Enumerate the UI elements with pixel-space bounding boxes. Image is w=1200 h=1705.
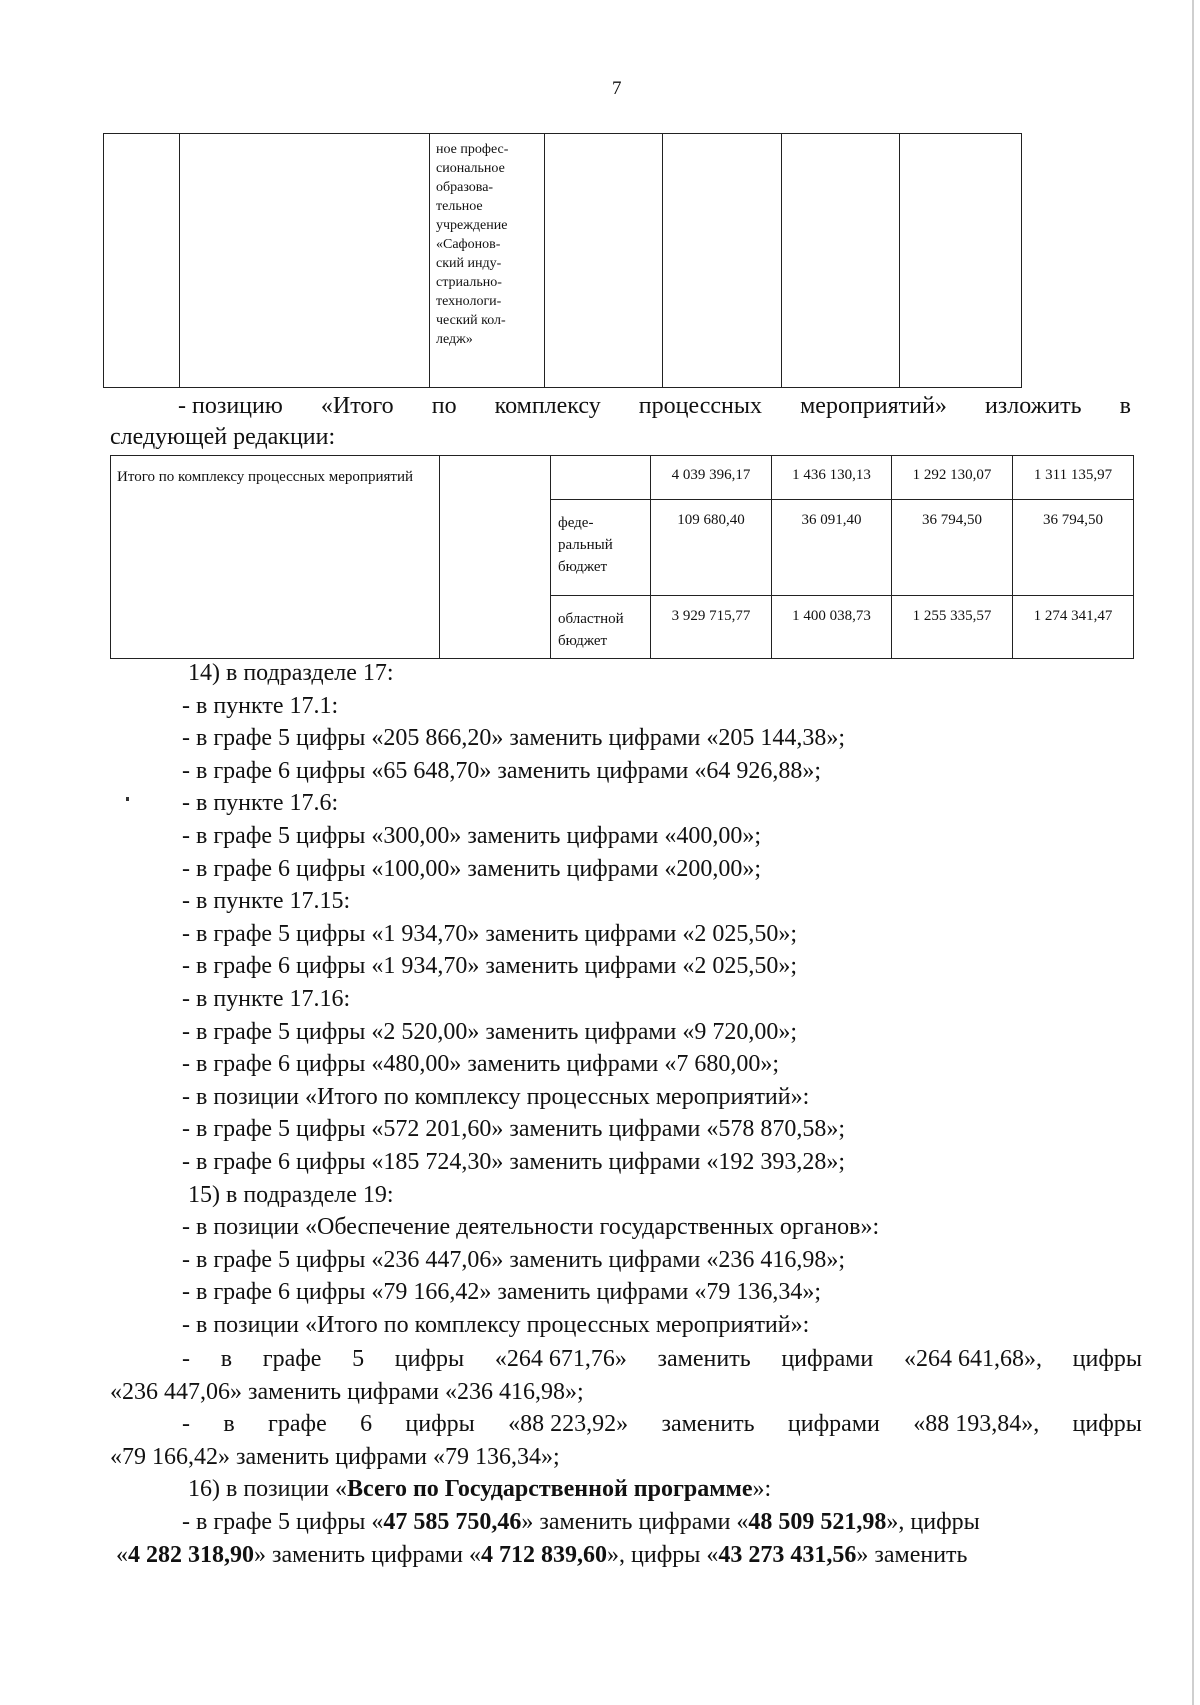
total-value: 1 436 130,13	[772, 456, 892, 500]
amendment-line: - в пункте 17.1:	[182, 692, 339, 719]
table-cell	[545, 134, 663, 388]
lead-word: «Итого	[320, 393, 394, 419]
amendment-line: - в позиции «Итого по комплексу процессных мероприятий»:	[182, 1311, 810, 1338]
paragraph-16	[188, 1473, 771, 1506]
justified-word: заменить	[657, 1346, 751, 1372]
lead-word: - позицию	[178, 393, 283, 419]
table-continuation	[103, 133, 1022, 388]
table-cell	[663, 134, 782, 388]
amendment-line: 15) в подразделе 19:	[188, 1181, 394, 1208]
text: «4 282 318,90» заменить цифрами «4 712 839,60», цифры «43 273 431,56» заменить	[116, 1542, 968, 1568]
table-cell	[180, 134, 430, 388]
scan-speck	[126, 797, 129, 801]
justified-word: графе	[268, 1411, 327, 1437]
federal-value: 36 794,50	[1013, 500, 1134, 596]
institution-line: сиональное	[436, 161, 505, 176]
justified-word: «88 193,84»,	[913, 1411, 1040, 1437]
institution-line: технологи-	[436, 294, 502, 309]
amendment-line: 14) в подразделе 17:	[188, 660, 394, 686]
scan-edge	[1192, 0, 1194, 1705]
text: »:	[752, 1476, 772, 1502]
justified-word: цифры	[394, 1346, 465, 1372]
justified-line-cont: «79 166,42» заменить цифрами «79 136,34»;	[110, 1444, 560, 1470]
amendment-line: - в позиции «Обеспечение деятельности государственных органов»:	[182, 1214, 880, 1241]
justified-word: «264 671,76»	[494, 1346, 627, 1372]
institution-line: ский инду-	[436, 256, 502, 271]
institution-line: учреждение	[436, 218, 508, 233]
amendment-line: - в графе 5 цифры «2 520,00» заменить цифрами «9 720,00»;	[182, 1018, 798, 1045]
institution-line: образова-	[436, 180, 494, 195]
justified-line	[116, 1539, 1142, 1572]
justified-word: «264 641,68»,	[903, 1346, 1042, 1372]
lead-paragraph-cont: следующей редакции:	[110, 424, 336, 450]
justified-word: цифры	[1072, 1346, 1142, 1372]
justified-word: заменить	[661, 1411, 755, 1437]
justified-word: цифры	[1072, 1411, 1142, 1437]
amendment-line: - в графе 6 цифры «480,00» заменить цифрами «7 680,00»;	[182, 1051, 780, 1078]
justified-word: «88 223,92»	[508, 1411, 629, 1437]
justified-line	[182, 1343, 1142, 1376]
regional-value: 1 274 341,47	[1013, 596, 1134, 659]
amendment-line: - в графе 5 цифры «300,00» заменить цифрами «400,00»;	[182, 822, 762, 849]
amendment-line: - в пункте 17.6:	[182, 790, 339, 817]
institution-line: ледж»	[436, 332, 473, 347]
justified-word: цифрами	[787, 1411, 880, 1437]
justified-word: цифры	[405, 1411, 475, 1437]
amendment-line: - в пункте 17.16:	[182, 985, 351, 1012]
totals-table	[110, 455, 1134, 659]
lead-word: в	[1119, 393, 1131, 419]
page-number: 7	[612, 78, 622, 99]
institution-line: «Сафонов-	[436, 237, 501, 252]
justified-word: в	[223, 1411, 235, 1437]
amendment-line: - в графе 6 цифры «79 166,42» заменить цифрами «79 136,34»;	[182, 1279, 822, 1306]
institution-line: ное профес-	[436, 142, 509, 157]
justified-word: в	[220, 1346, 233, 1372]
amendment-line: - в графе 5 цифры «572 201,60» заменить цифрами «578 870,58»;	[182, 1116, 846, 1143]
amendment-line: - в позиции «Итого по комплексу процессных мероприятий»:	[182, 1083, 810, 1110]
source-label: феде- ральный бюджет	[551, 500, 651, 596]
lead-paragraph	[178, 390, 1131, 423]
totals-label: Итого по комплексу процессных мероприятий	[111, 456, 440, 659]
total-value: 4 039 396,17	[651, 456, 772, 500]
table-cell	[900, 134, 1022, 388]
federal-value: 36 794,50	[892, 500, 1013, 596]
justified-word: -	[182, 1346, 190, 1372]
amendment-line: - в графе 5 цифры «1 934,70» заменить цифрами «2 025,50»;	[182, 920, 798, 947]
total-value: 1 292 130,07	[892, 456, 1013, 500]
justified-line-cont: «236 447,06» заменить цифрами «236 416,98»;	[110, 1379, 584, 1405]
lead-word: процессных	[638, 393, 763, 419]
text: - в графе 5 цифры «47 585 750,46» заменить цифрами «48 509 521,98», цифры	[182, 1509, 980, 1535]
amendment-line: - в пункте 17.15:	[182, 888, 351, 915]
source-label: областной бюджет	[551, 596, 651, 659]
table-cell	[104, 134, 180, 388]
lead-word: изложить	[984, 393, 1082, 419]
institution-line: ческий кол-	[436, 313, 506, 328]
justified-word: 6	[360, 1411, 373, 1437]
lead-word: комплексу	[494, 393, 601, 419]
bold-text: Всего по Государственной программе	[347, 1476, 753, 1502]
justified-word: графе	[262, 1346, 322, 1372]
regional-value: 1 400 038,73	[772, 596, 892, 659]
justified-line	[182, 1506, 1142, 1539]
justified-word: цифрами	[781, 1346, 874, 1372]
amendment-list	[182, 657, 879, 1341]
lead-word: мероприятий»	[800, 393, 947, 419]
lead-word: по	[431, 393, 457, 419]
institution-line: тельное	[436, 199, 483, 214]
institution-line: стриально-	[436, 275, 502, 290]
justified-word: -	[182, 1411, 190, 1437]
institution-cell	[430, 134, 545, 388]
table-cell	[782, 134, 900, 388]
regional-value: 3 929 715,77	[651, 596, 772, 659]
amendment-line: - в графе 6 цифры «185 724,30» заменить цифрами «192 393,28»;	[182, 1148, 846, 1175]
amendment-line: - в графе 5 цифры «236 447,06» заменить цифрами «236 416,98»;	[182, 1246, 846, 1273]
amendment-line: - в графе 6 цифры «1 934,70» заменить цифрами «2 025,50»;	[182, 953, 798, 980]
amendment-line: - в графе 6 цифры «100,00» заменить цифрами «200,00»;	[182, 855, 762, 882]
regional-value: 1 255 335,57	[892, 596, 1013, 659]
text: 16) в позиции «	[188, 1476, 348, 1502]
justified-word: 5	[352, 1346, 365, 1372]
federal-value: 109 680,40	[651, 500, 772, 596]
amendment-line: - в графе 6 цифры «65 648,70» заменить цифрами «64 926,88»;	[182, 757, 822, 784]
justified-line	[182, 1408, 1142, 1441]
table-cell	[440, 456, 551, 659]
total-value: 1 311 135,97	[1013, 456, 1134, 500]
table-cell	[551, 456, 651, 500]
amendment-line: - в графе 5 цифры «205 866,20» заменить цифрами «205 144,38»;	[182, 725, 846, 752]
federal-value: 36 091,40	[772, 500, 892, 596]
